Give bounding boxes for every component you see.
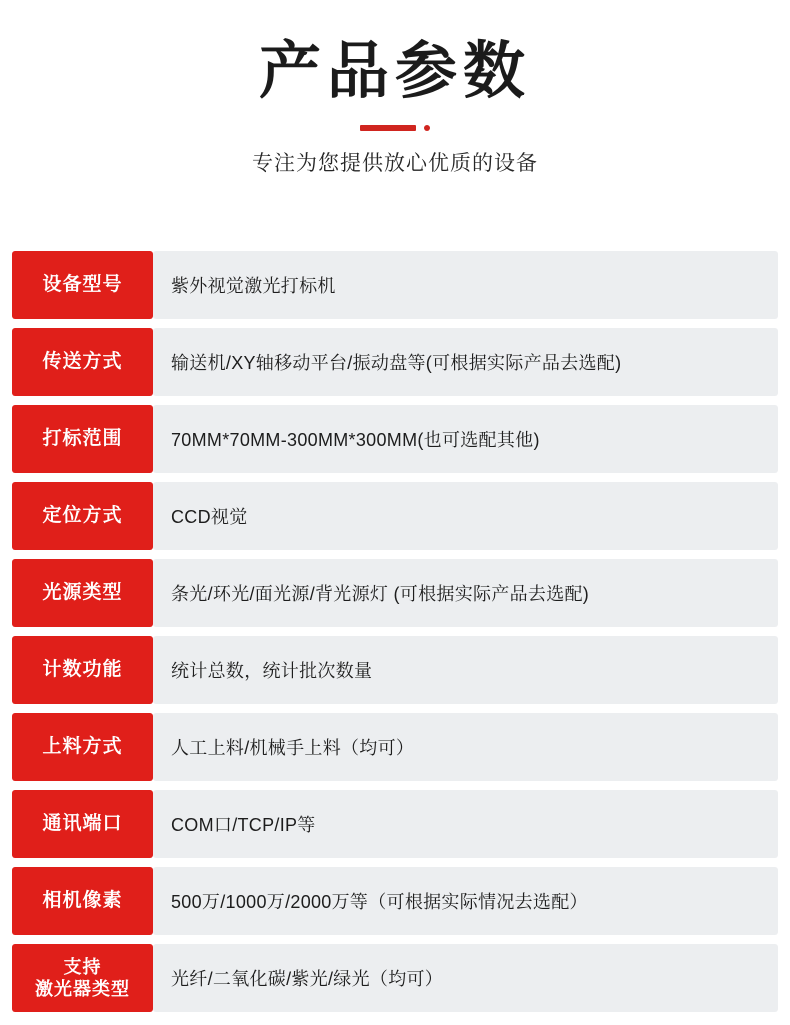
spec-value: 紫外视觉激光打标机 — [153, 251, 778, 319]
spec-value: CCD视觉 — [153, 482, 778, 550]
spec-label: 上料方式 — [12, 713, 153, 781]
table-row — [12, 251, 778, 319]
page-header — [0, 0, 790, 177]
table-row — [12, 867, 778, 935]
spec-label: 传送方式 — [12, 328, 153, 396]
table-row — [12, 328, 778, 396]
page-title: 产品参数 — [258, 37, 531, 106]
spec-label: 打标范围 — [12, 405, 153, 473]
table-row — [12, 405, 778, 473]
spec-value: COM口/TCP/IP等 — [153, 790, 778, 858]
spec-table — [0, 251, 790, 1012]
page-subtitle: 专注为您提供放心优质的设备 — [252, 152, 538, 176]
spec-value: 统计总数，统计批次数量 — [153, 636, 778, 704]
table-row — [12, 944, 778, 1012]
spec-label: 相机像素 — [12, 867, 153, 935]
divider-bar — [360, 125, 416, 131]
table-row — [12, 713, 778, 781]
spec-value: 光纤/二氧化碳/紫光/绿光（均可） — [153, 944, 778, 1012]
table-row — [12, 636, 778, 704]
table-row — [12, 559, 778, 627]
spec-value: 人工上料/机械手上料（均可） — [153, 713, 778, 781]
spec-label: 通讯端口 — [12, 790, 153, 858]
spec-label: 支持 激光器类型 — [12, 944, 153, 1012]
spec-value: 500万/1000万/2000万等（可根据实际情况去选配） — [153, 867, 778, 935]
table-row — [12, 482, 778, 550]
spec-value: 70MM*70MM-300MM*300MM(也可选配其他) — [153, 405, 778, 473]
spec-value: 输送机/XY轴移动平台/振动盘等(可根据实际产品去选配) — [153, 328, 778, 396]
spec-label: 设备型号 — [12, 251, 153, 319]
spec-label: 光源类型 — [12, 559, 153, 627]
spec-label: 计数功能 — [12, 636, 153, 704]
spec-label: 定位方式 — [12, 482, 153, 550]
spec-value: 条光/环光/面光源/背光源灯 (可根据实际产品去选配) — [153, 559, 778, 627]
table-row — [12, 790, 778, 858]
divider-dot — [424, 125, 430, 131]
title-divider — [360, 125, 430, 131]
